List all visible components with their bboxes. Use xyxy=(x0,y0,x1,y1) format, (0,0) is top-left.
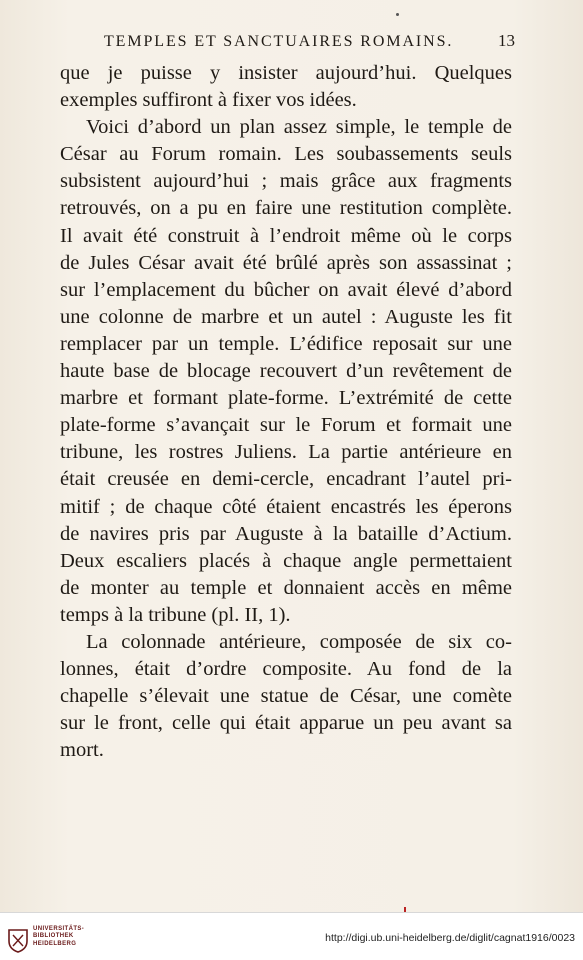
text-line: chapelle s’élevait une statue de César, une comète xyxy=(60,685,512,708)
text-line: retrouvés, on a pu en faire une restitution complète. xyxy=(60,197,512,220)
library-logo-icon[interactable] xyxy=(7,927,29,953)
text-line: exemples suffiront à fixer vos idées. xyxy=(60,89,357,112)
text-line: tribune, les rostres Juliens. La partie antérieure en xyxy=(60,441,512,464)
text-line: remplacer par un temple. L’édifice reposait sur une xyxy=(60,332,512,355)
text-line: lonnes, était d’ordre composite. Au fond de la xyxy=(60,658,512,681)
page-number: 13 xyxy=(498,31,515,50)
text-line: temps à la tribune (pl. II, 1). xyxy=(60,603,291,626)
permalink-url[interactable]: http://digi.ub.uni-heidelberg.de/diglit/cagnat1916/0023 xyxy=(325,932,575,944)
text-line: Voici d’abord un plan assez simple, le temple de xyxy=(86,116,512,139)
text-line: plate-forme s’avançait sur le Forum et formait une xyxy=(60,414,512,437)
text-line: de Jules César avait été brûlé après son assassinat ; xyxy=(60,251,512,274)
library-name xyxy=(33,926,84,948)
text-line: César au Forum romain. Les soubassements seuls xyxy=(60,143,512,166)
text-line: marbre et formant plate-forme. L’extrémité de cette xyxy=(60,387,512,410)
text-line: La colonnade antérieure, composée de six co- xyxy=(86,630,512,653)
running-header xyxy=(60,31,515,51)
library-line-2: BIBLIOTHEK xyxy=(33,933,74,940)
text-line: était creusée en demi-cercle, encadrant l’autel pri- xyxy=(60,468,512,491)
text-line: une colonne de marbre et un autel : Auguste les fit xyxy=(60,305,512,328)
text-line: de monter au temple et donnaient accès en même xyxy=(60,576,512,599)
text-line: subsistent aujourd’hui ; mais grâce aux fragments xyxy=(60,170,512,193)
ink-speck xyxy=(396,13,399,16)
running-title: TEMPLES ET SANCTUAIRES ROMAINS. xyxy=(104,33,454,50)
text-line: Il avait été construit à l’endroit même où le corps xyxy=(60,224,512,247)
text-line: sur le front, celle qui était apparue un peu avant sa xyxy=(60,712,512,735)
text-line: de navires pris par Auguste à la bataille d’Actium. xyxy=(60,522,512,545)
text-line: que je puisse y insister aujourd’hui. Quelques xyxy=(60,62,512,84)
text-line: sur l’emplacement du bûcher on avait élevé d’abord xyxy=(60,278,512,301)
library-line-1: UNIVERSITÄTS- xyxy=(33,926,85,932)
text-line: Deux escaliers placés à chaque angle permettaient xyxy=(60,549,512,572)
text-line: haute base de blocage recouvert d’un revêtement de xyxy=(60,360,512,383)
viewer-footer xyxy=(0,912,583,960)
text-line: mort. xyxy=(60,739,104,762)
body-text xyxy=(60,60,512,764)
text-line: mitif ; de chaque côté étaient encastrés les éperons xyxy=(60,495,512,518)
library-line-3: HEIDELBERG xyxy=(33,940,77,947)
